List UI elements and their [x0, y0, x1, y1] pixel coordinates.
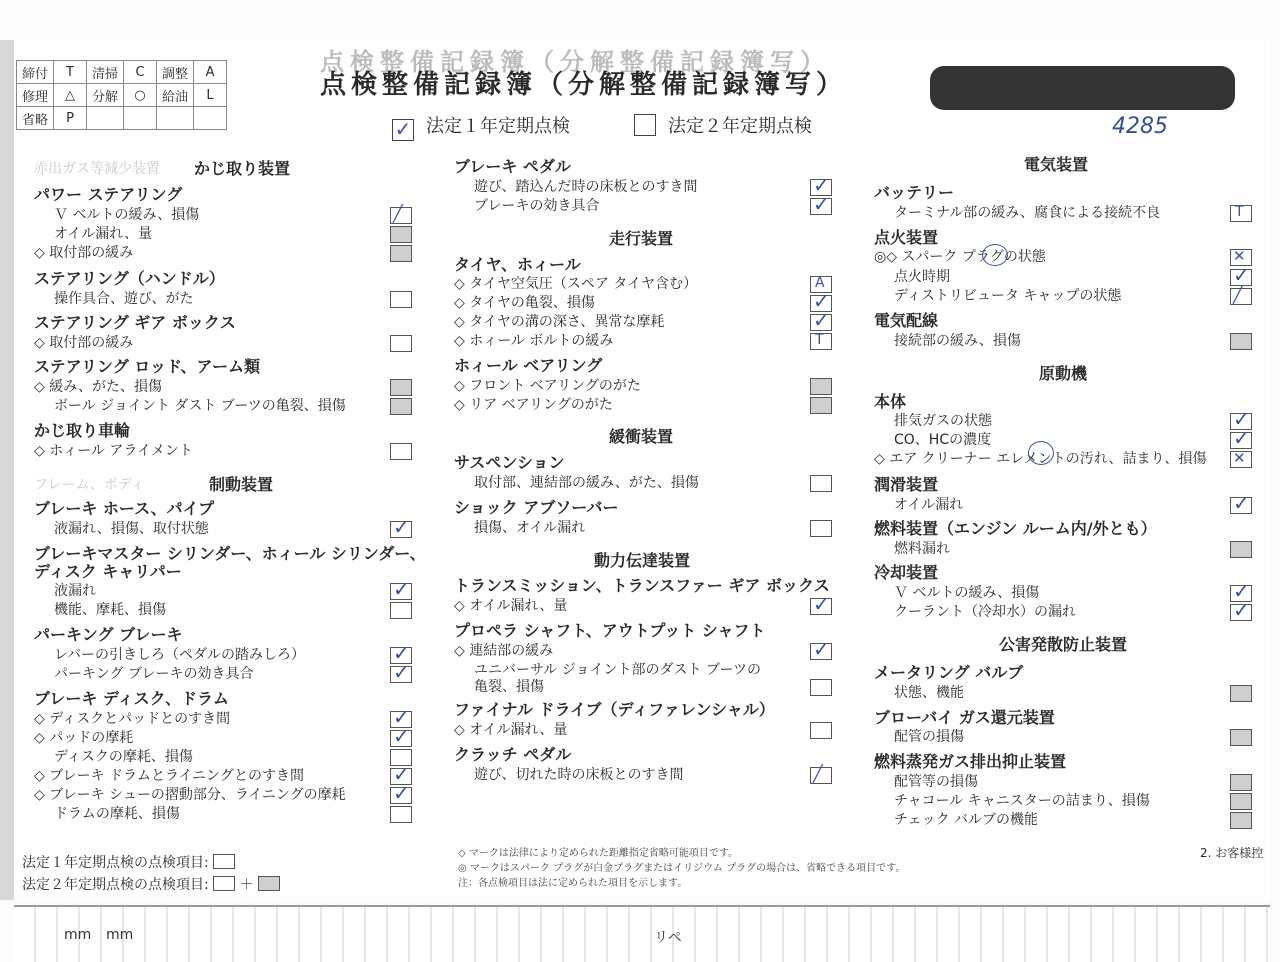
ink-circle: [1028, 441, 1054, 465]
section-heading: 原動機: [1039, 364, 1088, 383]
group-heading: プロペラ シャフト、アウトプット シャフト: [454, 621, 766, 640]
faded-heading: フレーム、ボディ: [34, 477, 145, 493]
item-checkbox[interactable]: [390, 379, 412, 396]
legend-cell: [157, 107, 194, 130]
group-heading: ステアリング ギア ボックス: [34, 313, 236, 332]
item-checkbox[interactable]: [810, 520, 832, 537]
check-item: レバーの引きしろ（ペダルの踏みしろ）: [54, 647, 306, 663]
check-item: パーキング ブレーキの効き具合: [54, 666, 254, 682]
check-item: ◇ オイル漏れ、量: [454, 722, 568, 738]
check-item: 接続部の緩み、損傷: [894, 333, 1021, 349]
check-item: ディスクの摩耗、損傷: [54, 749, 193, 765]
legend-cell: 調整: [157, 61, 194, 84]
section-heading: 制動装置: [209, 475, 274, 494]
bleed-through-title: 点検整備記録簿（分解整備記録簿写）: [320, 48, 830, 76]
group-heading: ブレーキ ペダル: [454, 157, 571, 176]
faded-heading: 赤出ガス等減少装置: [34, 161, 160, 177]
group-heading: ショック アブソーバー: [454, 498, 619, 517]
legend-cell: C: [124, 61, 157, 84]
check-item: ◇ エア クリーナー エレメントの汚れ、詰まり、損傷: [874, 451, 1207, 467]
copy-label: 2. お客様控: [1200, 846, 1264, 860]
group-heading: パーキング ブレーキ: [34, 625, 183, 644]
item-checkbox[interactable]: [1230, 729, 1252, 746]
check-item: ◇ ホィール ボルトの緩み: [454, 333, 614, 349]
item-checkbox[interactable]: [390, 806, 412, 823]
check-item: 燃料漏れ: [894, 541, 950, 557]
item-checkbox[interactable]: [390, 787, 412, 804]
annual-checkbox[interactable]: ✓: [392, 119, 414, 141]
group-heading: かじ取り車輪: [34, 421, 131, 440]
check-item: ◇ ホィール アライメント: [34, 443, 193, 459]
check-item: 液漏れ、損傷、取付状態: [54, 521, 209, 537]
item-checkbox[interactable]: [390, 602, 412, 619]
check-item: 点火時期: [894, 269, 950, 285]
item-checkbox[interactable]: [1230, 793, 1252, 810]
check-item: 機能、摩耗、損傷: [54, 602, 166, 618]
check-item: 状態、機能: [894, 685, 964, 701]
item-checkbox[interactable]: [1230, 288, 1252, 305]
legend-cell: ○: [124, 84, 157, 107]
group-heading: ブレーキ ディスク、ドラム: [34, 689, 229, 708]
item-checkbox[interactable]: [390, 521, 412, 538]
group-heading: 燃料蒸発ガス排出抑止装置: [874, 752, 1067, 771]
section-heading: 電気装置: [1024, 155, 1089, 174]
group-heading: クラッチ ペダル: [454, 745, 572, 764]
section-heading: かじ取り装置: [194, 159, 291, 178]
check-item: ディストリビュータ キャップの状態: [894, 288, 1122, 304]
check-item: ◎◇ スパーク プラグの状態: [874, 249, 1046, 265]
group-heading: 燃料装置（エンジン ルーム内/外とも）: [874, 519, 1157, 538]
check-item: ブレーキの効き具合: [474, 198, 600, 214]
item-checkbox[interactable]: [390, 291, 412, 308]
section-heading: 緩衝装置: [609, 427, 674, 446]
section-heading: 走行装置: [609, 229, 674, 248]
annual-inspection-option[interactable]: ✓ 法定１年定期点検: [392, 112, 570, 141]
group-heading: ステアリング ロッド、アーム類: [34, 357, 261, 376]
check-item: ◇ パッドの摩耗: [34, 730, 134, 746]
item-checkbox[interactable]: [390, 207, 412, 224]
item-checkbox[interactable]: [1230, 541, 1252, 558]
check-item: ◇ ブレーキ シューの摺動部分、ライニングの摩耗: [34, 787, 346, 803]
check-item: ◇ タイヤ空気圧（スペア タイヤ含む）: [454, 276, 698, 292]
check-item: ◇ タイヤの亀裂、損傷: [454, 295, 595, 311]
check-item: チャコール キャニスターの詰まり、損傷: [894, 793, 1150, 809]
item-checkbox[interactable]: [810, 475, 832, 492]
check-item: ◇ ディスクとパッドとのすき間: [34, 711, 231, 727]
legend-cell: P: [54, 107, 87, 130]
item-checkbox[interactable]: [390, 583, 412, 600]
check-item: ◇ 取付部の緩み: [34, 245, 134, 261]
check-item: ◇ 連結部の緩み: [454, 643, 554, 659]
group-heading: ブレーキ ホース、パイプ: [34, 499, 215, 518]
check-item: ◇ 緩み、がた、損傷: [34, 379, 163, 395]
legend-cell: [124, 107, 157, 130]
check-item: ◇ ブレーキ ドラムとライニングとのすき間: [34, 768, 304, 784]
legend-cell: L: [194, 84, 227, 107]
legend-cell: 省略: [17, 107, 54, 130]
item-checkbox[interactable]: [810, 643, 832, 660]
legend-cell: T: [54, 61, 87, 84]
item-checkbox[interactable]: [1230, 451, 1252, 468]
group-heading: ホィール ベアリング: [454, 356, 603, 375]
check-item: 排気ガスの状態: [894, 413, 992, 429]
check-item: ◇ フロント ベアリングのがた: [454, 378, 641, 394]
group-heading: タイヤ、ホィール: [454, 255, 581, 274]
check-item: ◇ リア ベアリングのがた: [454, 397, 613, 413]
section-heading: 動力伝達装置: [594, 551, 691, 570]
item-checkbox[interactable]: [1230, 685, 1252, 702]
check-item: オイル漏れ、量: [54, 226, 153, 242]
item-checkbox[interactable]: [1230, 812, 1252, 829]
group-heading: バッテリー: [874, 183, 955, 202]
item-checkbox[interactable]: [390, 443, 412, 460]
check-item: 配管の損傷: [894, 729, 964, 745]
item-checkbox[interactable]: [390, 335, 412, 352]
group-heading: メータリング バルブ: [874, 663, 1024, 682]
item-checkbox[interactable]: [1230, 774, 1252, 791]
item-checkbox[interactable]: [1230, 205, 1252, 222]
legend-cell: 清掃: [87, 61, 124, 84]
item-checkbox[interactable]: [390, 730, 412, 747]
inspection-legend: 法定１年定期点検の点検項目: 法定２年定期点検の点検項目: ＋: [22, 852, 280, 896]
check-item: ◇ オイル漏れ、量: [454, 598, 568, 614]
page-title: 点検整備記録簿（分解整備記録簿写）: [320, 70, 848, 100]
item-checkbox[interactable]: [810, 378, 832, 395]
legend-cell: △: [54, 84, 87, 107]
legend-plain-box: [213, 876, 235, 891]
footnotes: ◇ マークは法律により定められた距離指定省略可能項目です。 ◎ マークはスパーク プラグが白金プラグまたはイリジウム プラグの場合は、省略できる項目です。 注：各点検項目は法に定められた項目を示します。: [458, 848, 906, 889]
legend-cell: 分解: [87, 84, 124, 107]
group-heading: パワー ステアリング: [34, 185, 183, 204]
item-checkbox[interactable]: [390, 245, 412, 262]
check-item: 配管等の損傷: [894, 774, 978, 790]
redacted-block: [930, 66, 1235, 110]
group-heading: 点火装置: [874, 228, 939, 247]
item-checkbox[interactable]: [810, 767, 832, 784]
check-item: 亀裂、損傷: [474, 679, 544, 695]
handwritten-number: 4285: [1112, 114, 1168, 139]
legend-plain-box: [213, 854, 235, 869]
check-item: 液漏れ: [54, 583, 96, 599]
check-item: チェック バルブの機能: [894, 812, 1039, 828]
ink-circle: [982, 244, 1008, 266]
group-heading: ステアリング（ハンドル）: [34, 269, 225, 288]
check-item: 遊び、切れた時の床板とのすき間: [474, 767, 684, 783]
legend-cell: A: [194, 61, 227, 84]
item-checkbox[interactable]: [1230, 604, 1252, 621]
check-item: Ｖ ベルトの緩み、損傷: [54, 207, 200, 223]
item-checkbox[interactable]: [810, 598, 832, 615]
group-heading: 電気配線: [874, 311, 939, 330]
symbol-legend: [16, 60, 227, 130]
scan-edge: [0, 40, 14, 900]
legend-row: [17, 107, 227, 130]
group-heading: トランスミッション、トランスファー ギア ボックス: [454, 576, 830, 595]
legend-cell: 給油: [157, 84, 194, 107]
item-checkbox[interactable]: [1230, 269, 1252, 286]
item-checkbox[interactable]: [810, 397, 832, 414]
check-item: ターミナル部の緩み、腐食による接続不良: [894, 205, 1161, 221]
group-heading: ディスク キャリパー: [34, 562, 182, 581]
item-checkbox[interactable]: [390, 398, 412, 415]
check-item: 操作具合、遊び、がた: [54, 291, 194, 307]
legend-row: [17, 84, 227, 107]
group-heading: ブレーキマスター シリンダー、ホィール シリンダー、: [34, 544, 426, 563]
section-heading: 公害発散防止装置: [999, 635, 1128, 654]
item-checkbox[interactable]: [1230, 497, 1252, 514]
check-item: 損傷、オイル漏れ: [474, 520, 586, 536]
check-item: Ｖ ベルトの緩み、損傷: [894, 585, 1040, 601]
legend-cell: 修理: [17, 84, 54, 107]
group-heading: サスペンション: [454, 453, 565, 472]
biennial-inspection-option[interactable]: 法定２年定期点検: [634, 112, 812, 138]
legend-cell: [194, 107, 227, 130]
check-item: ◇ タイヤの溝の深さ、異常な摩耗: [454, 314, 665, 330]
check-item: オイル漏れ: [894, 497, 964, 513]
check-item: 遊び、踏込んだ時の床板とのすき間: [474, 179, 698, 195]
group-heading: 冷却装置: [874, 563, 939, 582]
item-checkbox[interactable]: [810, 679, 832, 696]
legend-cell: 締付: [17, 61, 54, 84]
group-heading: ブローバイ ガス還元装置: [874, 708, 1055, 727]
legend-cell: [87, 107, 124, 130]
legend-row: [17, 61, 227, 84]
group-heading: ファイナル ドライブ（ディファレンシャル）: [454, 700, 775, 719]
group-heading: 潤滑装置: [874, 475, 939, 494]
biennial-checkbox[interactable]: [634, 114, 656, 136]
item-checkbox[interactable]: [1230, 432, 1252, 449]
item-checkbox[interactable]: [1230, 333, 1252, 350]
item-checkbox[interactable]: [390, 226, 412, 243]
check-item: ユニバーサル ジョイント部のダスト ブーツの: [474, 662, 761, 678]
item-checkbox[interactable]: [390, 666, 412, 683]
check-item: クーラント（冷却水）の漏れ: [894, 604, 1076, 620]
next-page-edge: mm mm リペ: [14, 905, 1270, 962]
check-item: ドラムの摩耗、損傷: [54, 806, 180, 822]
check-item: ボール ジョイント ダスト ブーツの亀裂、損傷: [54, 398, 346, 414]
check-item: CO、HCの濃度: [894, 432, 992, 448]
item-checkbox[interactable]: [810, 198, 832, 215]
item-checkbox[interactable]: [810, 722, 832, 739]
check-item: ◇ 取付部の緩み: [34, 335, 134, 351]
check-item: 取付部、連結部の緩み、がた、損傷: [474, 475, 699, 491]
item-checkbox[interactable]: [810, 333, 832, 350]
item-checkbox[interactable]: [810, 314, 832, 331]
group-heading: 本体: [874, 392, 907, 411]
legend-shaded-box: [258, 876, 280, 891]
